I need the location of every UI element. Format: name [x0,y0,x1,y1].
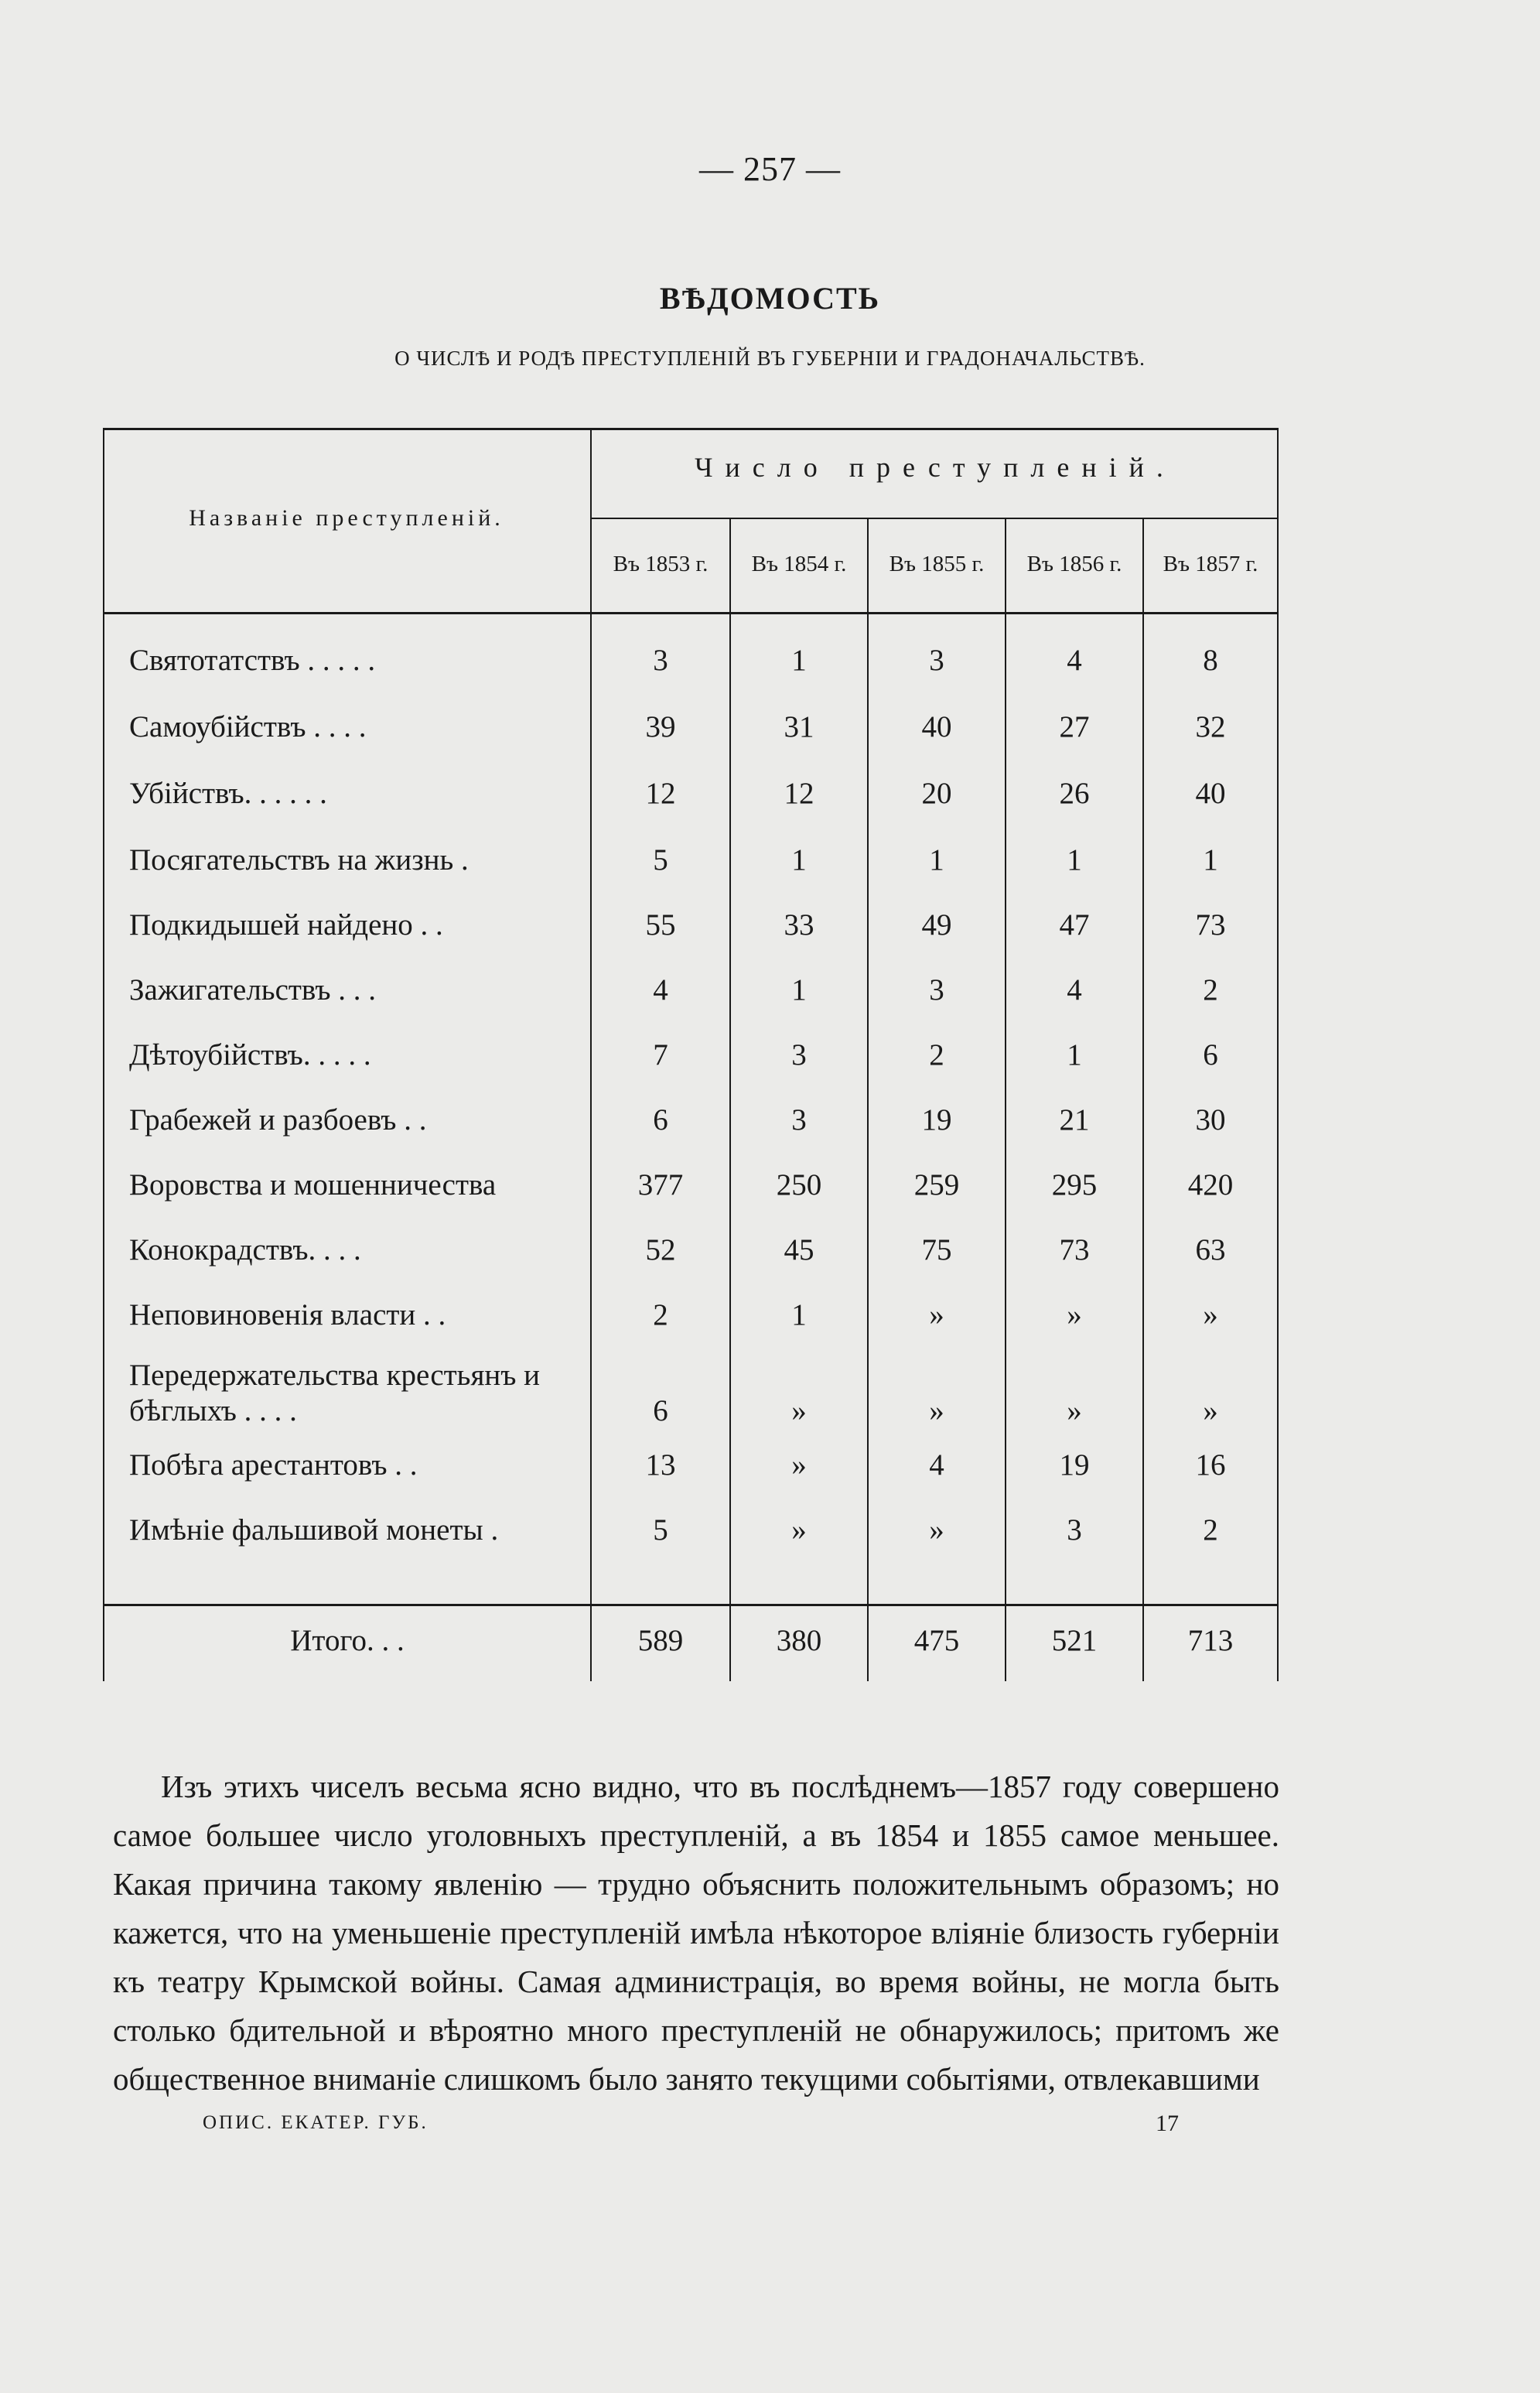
table-cell: 4 [929,1448,944,1482]
table-cell: » [1203,1394,1218,1427]
table-cell: 73 [1195,908,1226,942]
table-year-column-rule [1005,519,1006,1681]
table-row-label: Неповиновенія власти . . [129,1298,446,1332]
total-cell: 713 [1187,1624,1234,1657]
table-cell: 1 [1067,1038,1082,1072]
table-cell: 2 [653,1298,668,1332]
table-cell: 55 [645,908,676,942]
crime-count-group-header: Число преступленій. [695,452,1176,483]
table-cell: 75 [921,1233,952,1267]
table-cell: 12 [645,777,676,810]
table-cell: 3 [791,1103,807,1137]
table-cell: 31 [784,710,814,744]
table-header-bottom-rule [103,612,1279,614]
table-cell: 21 [1059,1103,1090,1137]
table-row-label: Передержательства крестьянъ и бѣглыхъ . . . . [129,1359,541,1427]
year-header-1857: Въ 1857 г. [1163,552,1258,576]
table-cell: 40 [921,710,952,744]
table-cell: 420 [1187,1168,1234,1202]
table-cell: 4 [653,973,668,1007]
footer-sheet-number: 17 [1156,2111,1179,2136]
table-cell: 2 [1203,1513,1218,1547]
table-cell: » [791,1513,807,1547]
table-row-label: Конокрадствъ. . . . [129,1233,361,1267]
table-cell: 47 [1059,908,1090,942]
table-cell: 32 [1195,710,1226,744]
table-cell: » [1067,1394,1082,1427]
table-cell: 40 [1195,777,1226,810]
table-cell: 2 [929,1038,944,1072]
crime-statistics-table [103,428,1279,1681]
table-cell: » [929,1394,944,1427]
table-cell: 16 [1195,1448,1226,1482]
table-row-label: Подкидышей найдено . . [129,908,443,942]
table-cell: 13 [645,1448,676,1482]
table-cell: 6 [653,1394,668,1427]
body-paragraph: Изъ этихъ чиселъ весьма ясно видно, что въ послѣднемъ—1857 году совершено самое большее число уголовныхъ преступленій, а въ 1854 и 1855 самое меньшее. Какая причина такому явленію — трудно объяснить положительнымъ образомъ; но кажется, что на уменьшеніе преступленій имѣла нѣкоторое вліяніе близость губерніи къ театру Крымской войны. Самая администрація, во время войны, не могла быть столько бдительной и вѣроятно много преступленій не обнаружилось; притомъ же общественное вниманіе слишкомъ было занято текущими событіями, отвлекавшими [113,1769,1279,2097]
table-cell: 4 [1067,644,1082,677]
table-cell: 73 [1059,1233,1090,1267]
table-cell: 3 [929,973,944,1007]
table-cell: 20 [921,777,952,810]
table-cell: 30 [1195,1103,1226,1137]
table-row-label: Имѣніе фальшивой монеты . [129,1513,499,1547]
table-top-rule [103,428,1279,430]
table-year-column-rule [1142,519,1144,1681]
table-year-column-rule [729,519,731,1681]
table-cell: » [1067,1298,1082,1332]
table-cell: 250 [776,1168,822,1202]
total-cell: 521 [1051,1624,1098,1657]
year-header-1855: Въ 1855 г. [889,552,985,576]
table-cell: 19 [1059,1448,1090,1482]
table-cell: 26 [1059,777,1090,810]
table-row-label: Дѣтоубійствъ. . . . . [129,1038,371,1072]
table-cell: 1 [791,644,807,677]
table-left-rule [103,428,104,1681]
table-cell: 1 [791,1298,807,1332]
table-cell: 5 [653,843,668,877]
document-title: ВѢДОМОСТЬ [659,281,881,316]
table-row-label: Воровства и мошенничества [129,1168,497,1202]
table-cell: 45 [784,1233,814,1267]
table-cell: 1 [791,973,807,1007]
page-number: — 257 — [699,150,841,188]
table-cell: 295 [1051,1168,1098,1202]
crime-name-header: Названіе преступленій. [189,505,504,531]
table-cell: 5 [653,1513,668,1547]
table-cell: 49 [921,908,952,942]
table-cell: » [929,1298,944,1332]
table-cell: » [791,1394,807,1427]
table-cell: 3 [791,1038,807,1072]
table-row-label: Убійствъ. . . . . . [129,777,327,810]
table-row-label: Зажигательствъ . . . [129,973,377,1007]
table-cell: 27 [1059,710,1090,744]
table-cell: 12 [784,777,814,810]
table-cell: 1 [929,843,944,877]
year-header-1856: Въ 1856 г. [1026,552,1122,576]
table-cell: 3 [929,644,944,677]
table-row-label: Святотатствъ . . . . . [129,644,376,677]
table-row-label: Посягательствъ на жизнь . [129,843,469,877]
table-cell: 3 [1067,1513,1082,1547]
table-cell: 1 [1067,843,1082,877]
table-cell: 63 [1195,1233,1226,1267]
table-right-rule [1277,428,1279,1681]
total-label: Итого. . . [290,1624,405,1657]
total-cell: 475 [913,1624,960,1657]
table-cell: 7 [653,1038,668,1072]
table-row-label: Грабежей и разбоевъ . . [129,1103,427,1137]
table-cell: 19 [921,1103,952,1137]
table-cell: 33 [784,908,814,942]
year-header-1853: Въ 1853 г. [613,552,709,576]
table-cell: 8 [1203,644,1218,677]
table-row-label: Побѣга арестантовъ . . [129,1448,418,1482]
table-cell: » [791,1448,807,1482]
table-cell: 4 [1067,973,1082,1007]
table-cell: 1 [1203,843,1218,877]
table-cell: 259 [913,1168,960,1202]
table-cell: 1 [791,843,807,877]
document-subtitle: О ЧИСЛѢ И РОДѢ ПРЕСТУПЛЕНІЙ ВЪ ГУБЕРНІИ И ГРАДОНАЧАЛЬСТВѢ. [394,347,1146,370]
total-cell: 380 [776,1624,822,1657]
table-cell: 39 [645,710,676,744]
table-cell: 6 [653,1103,668,1137]
footer-signature: ОПИС. ЕКАТЕР. ГУБ. [203,2112,429,2133]
table-cell: 377 [637,1168,684,1202]
table-total-rule [103,1604,1279,1606]
year-header-1854: Въ 1854 г. [751,552,847,576]
table-cell: 52 [645,1233,676,1267]
table-cell: » [1203,1298,1218,1332]
table-cell: 6 [1203,1038,1218,1072]
table-year-column-rule [867,519,869,1681]
table-row-label: Самоубійствъ . . . . [129,710,367,744]
table-cell: » [929,1513,944,1547]
table-cell: 3 [653,644,668,677]
table-group-header-rule [592,518,1279,519]
total-cell: 589 [637,1624,684,1657]
table-cell: 2 [1203,973,1218,1007]
